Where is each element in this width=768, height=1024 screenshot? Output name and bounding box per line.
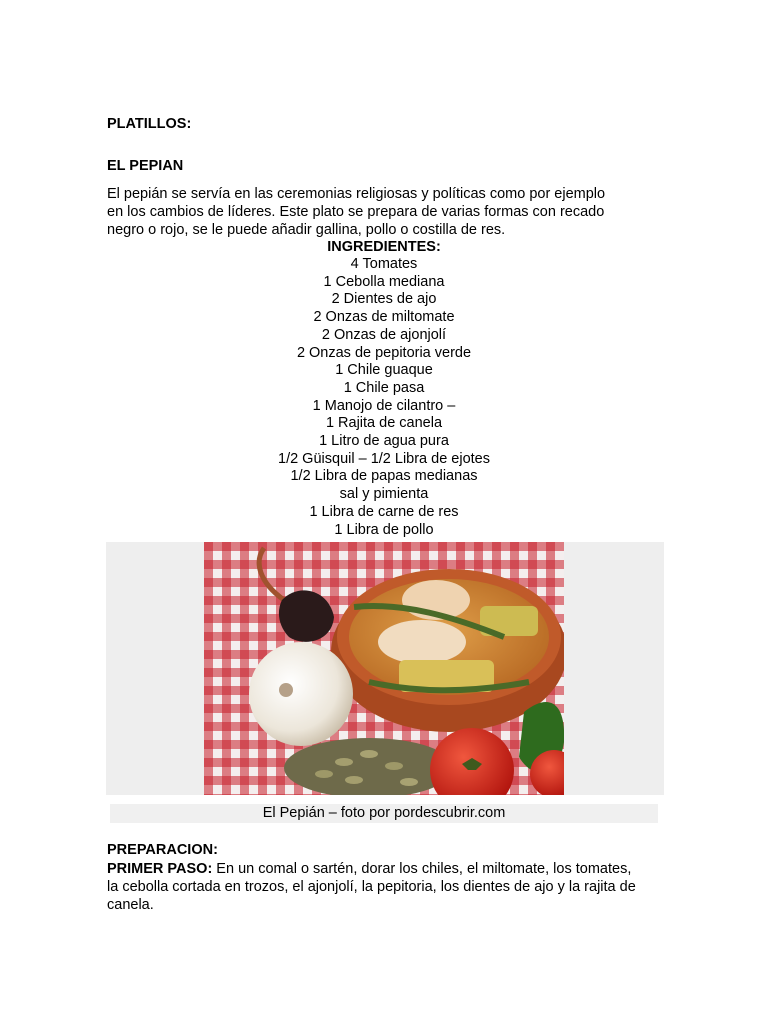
preparation-title: PREPARACION: — [107, 842, 218, 858]
step-line — [107, 860, 667, 878]
seed — [335, 758, 353, 766]
intro-line: negro o rojo, se le puede añadir gallina, pollo o costilla de res. — [107, 222, 506, 238]
dish-title: EL PEPIAN — [107, 158, 184, 174]
ingredient-item: 2 Onzas de ajonjolí — [321, 326, 447, 343]
ingredient-item: 1 Chile guaque — [335, 362, 433, 379]
intro-paragraph — [107, 185, 667, 239]
ingredient-item: 2 Onzas de pepitoria verde — [296, 344, 472, 361]
ingredient-item: sal y pimienta — [339, 486, 429, 503]
ingredients-title: INGREDIENTES: — [327, 239, 441, 255]
ingredient-item: 1/2 Güisquil – 1/2 Libra de ejotes — [278, 450, 490, 467]
ingredient-item: 1 Libra de carne de res — [309, 503, 459, 520]
ingredient-item: 2 Onzas de miltomate — [313, 309, 455, 326]
onion — [249, 642, 353, 746]
seed — [400, 778, 418, 786]
pepian-photo — [204, 542, 564, 795]
ingredient-item: 2 Dientes de ajo — [331, 291, 437, 308]
intro-line: en los cambios de líderes. Este plato se prepara de varias formas con recado — [107, 204, 605, 220]
ingredient-item: 4 Tomates — [350, 256, 418, 272]
step-line-text: En un comal o sartén, dorar los chiles, el miltomate, los tomates, — [212, 861, 632, 877]
photo-caption: El Pepián – foto por pordescubrir.com — [262, 805, 506, 821]
step-line: canela. — [107, 897, 154, 913]
section-title: PLATILLOS: — [107, 116, 192, 132]
seed — [385, 762, 403, 770]
ingredient-item: 1/2 Libra de papas medianas — [290, 468, 478, 485]
step-one-paragraph — [107, 860, 667, 914]
ingredient-item: 1 Manojo de cilantro – — [312, 397, 456, 414]
ingredient-item: 1 Libra de pollo — [334, 521, 434, 538]
intro-line: El pepián se servía en las ceremonias religiosas y políticas como por ejemplo — [107, 186, 606, 202]
ingredient-item: 1 Cebolla mediana — [323, 273, 445, 290]
seed — [345, 776, 363, 784]
chicken-piece — [378, 620, 466, 664]
seed — [315, 770, 333, 778]
step-line: la cebolla cortada en trozos, el ajonjolí, la pepitoria, los dientes de ajo y la rajita de — [107, 879, 636, 895]
ingredients-list — [107, 238, 661, 539]
onion-root — [279, 683, 293, 697]
seed — [360, 750, 378, 758]
ingredient-item: 1 Rajita de canela — [325, 415, 443, 432]
step-one-label: PRIMER PASO: — [107, 861, 213, 877]
ingredient-item: 1 Chile pasa — [343, 379, 425, 396]
ingredient-item: 1 Litro de agua pura — [319, 433, 449, 450]
